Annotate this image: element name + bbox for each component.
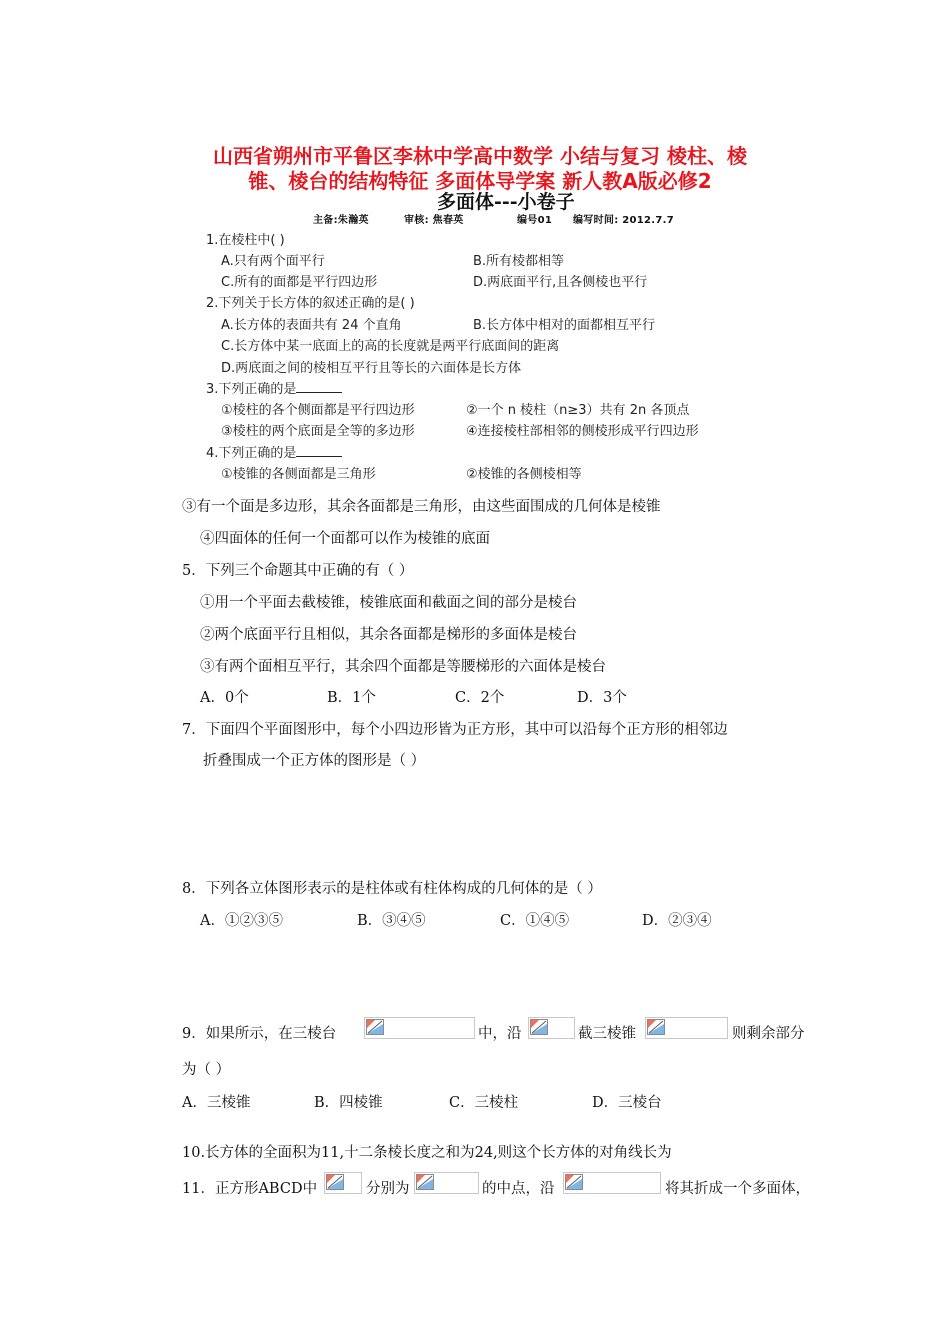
q4-statement-3: ③有一个面是多边形，其余各面都是三角形，由这些面围成的几何体是棱锥 bbox=[182, 499, 661, 515]
q5-statement-3: ③有两个面相互平行，其余四个面都是等腰梯形的六面体是棱台 bbox=[200, 659, 606, 675]
q9-formula-image-3 bbox=[645, 1017, 728, 1039]
q5-stem: 5．下列三个命题其中正确的有（ ） bbox=[182, 563, 414, 579]
q11-text-4: 将其折成一个多面体， bbox=[665, 1181, 810, 1197]
q8-stem: 8．下列各立体图形表示的是柱体或有柱体构成的几何体的是（ ） bbox=[182, 881, 602, 897]
q3-statement-4: ④连接棱柱部相邻的侧棱形成平行四边形 bbox=[466, 424, 699, 439]
q9-text-1: 9．如果所示，在三棱台 bbox=[182, 1026, 337, 1042]
q2-option-a: A.长方体的表面共有 24 个直角 bbox=[221, 318, 402, 333]
q9-option-d: D．三棱台 bbox=[592, 1095, 662, 1111]
q9-formula-image-2 bbox=[528, 1017, 575, 1039]
q2-option-c: C.长方体中某一底面上的高的长度就是两平行底面间的距离 bbox=[221, 339, 560, 354]
q9-option-a: A．三棱锥 bbox=[182, 1095, 251, 1111]
broken-image-icon bbox=[366, 1019, 384, 1035]
q1-option-b: B.所有棱都相等 bbox=[473, 254, 565, 269]
q9-line-2: 为（ ） bbox=[182, 1062, 231, 1078]
broken-image-icon bbox=[530, 1019, 548, 1035]
q9-text-2: 中，沿 bbox=[478, 1026, 522, 1042]
q10-text: 10.长方体的全面积为11,十二条棱长度之和为24,则这个长方体的对角线长为 bbox=[182, 1145, 672, 1161]
q8-option-d: D．②③④ bbox=[642, 913, 712, 929]
q3-statement-3: ③棱柱的两个底面是全等的多边形 bbox=[221, 424, 415, 439]
q4-statement-1: ①棱锥的各侧面都是三角形 bbox=[221, 467, 376, 482]
broken-image-icon bbox=[326, 1174, 344, 1190]
q9-text-3: 截三棱锥 bbox=[578, 1026, 636, 1042]
q1-option-a: A.只有两个面平行 bbox=[221, 254, 325, 269]
broken-image-icon bbox=[647, 1019, 665, 1035]
title-line-2: 锥、棱台的结构特征 多面体导学案 新人教A版必修2 bbox=[248, 169, 712, 193]
broken-image-icon bbox=[416, 1174, 434, 1190]
q9-option-c: C．三棱柱 bbox=[449, 1095, 519, 1111]
q4-stem: 4.下列正确的是 bbox=[206, 442, 342, 461]
q2-option-d: D.两底面之间的棱相互平行且等长的六面体是长方体 bbox=[221, 361, 522, 376]
q1-option-d: D.两底面平行,且各侧棱也平行 bbox=[473, 275, 648, 290]
q5-option-c: C．2个 bbox=[455, 690, 505, 706]
q11-formula-image-2 bbox=[414, 1172, 479, 1194]
q3-statement-1: ①棱柱的各个侧面都是平行四边形 bbox=[221, 403, 415, 418]
q5-option-b: B．1个 bbox=[327, 690, 376, 706]
q5-option-a: A．0个 bbox=[200, 690, 249, 706]
title-line-1: 山西省朔州市平鲁区李林中学高中数学 小结与复习 棱柱、棱 bbox=[213, 144, 747, 168]
q9-option-b: B．四棱锥 bbox=[314, 1095, 383, 1111]
q11-formula-image-3 bbox=[563, 1172, 661, 1194]
q7-line-2: 折叠围成一个正方体的图形是（ ） bbox=[203, 753, 426, 769]
q8-option-a: A．①②③⑤ bbox=[200, 913, 283, 929]
q11-text-2: 分别为 bbox=[366, 1181, 410, 1197]
q5-option-d: D．3个 bbox=[577, 690, 627, 706]
q11-formula-image-1 bbox=[324, 1172, 362, 1194]
q11-text-1: 11．正方形ABCD中 bbox=[182, 1181, 318, 1197]
q9-formula-image-1 bbox=[364, 1017, 475, 1039]
q5-statement-1: ①用一个平面去截棱锥，棱锥底面和截面之间的部分是棱台 bbox=[200, 595, 577, 611]
q4-statement-2: ②棱锥的各侧棱相等 bbox=[466, 467, 582, 482]
q4-answer-blank bbox=[296, 442, 342, 457]
q8-option-c: C．①④⑤ bbox=[500, 913, 570, 929]
q8-option-b: B．③④⑤ bbox=[357, 913, 426, 929]
q2-stem: 2.下列关于长方体的叙述正确的是( ) bbox=[206, 296, 415, 311]
q3-stem: 3.下列正确的是 bbox=[206, 378, 342, 397]
broken-image-icon bbox=[565, 1174, 583, 1190]
q3-answer-blank bbox=[296, 378, 342, 393]
meta-number: 编号01 bbox=[517, 215, 553, 226]
q11-text-3: 的中点，沿 bbox=[482, 1181, 555, 1197]
q5-statement-2: ②两个底面平行且相似，其余各面都是梯形的多面体是棱台 bbox=[200, 627, 577, 643]
q1-option-c: C.所有的面都是平行四边形 bbox=[221, 275, 378, 290]
q3-statement-2: ②一个 n 棱柱（n≥3）共有 2n 各顶点 bbox=[466, 403, 690, 418]
q9-text-4: 则剩余部分 bbox=[732, 1026, 805, 1042]
subtitle: 多面体---小卷子 bbox=[437, 191, 575, 213]
q1-stem: 1.在棱柱中( ) bbox=[206, 233, 285, 248]
q2-option-b: B.长方体中相对的面都相互平行 bbox=[473, 318, 656, 333]
meta-date: 编写时间: 2012.7.7 bbox=[573, 215, 675, 226]
q4-statement-4: ④四面体的任何一个面都可以作为棱锥的底面 bbox=[200, 531, 490, 547]
meta-author: 主备:朱瀚英 bbox=[313, 215, 369, 226]
q7-line-1: 7．下面四个平面图形中，每个小四边形皆为正方形，其中可以沿每个正方形的相邻边 bbox=[182, 722, 728, 738]
meta-review: 审核: 焦春英 bbox=[404, 215, 464, 226]
